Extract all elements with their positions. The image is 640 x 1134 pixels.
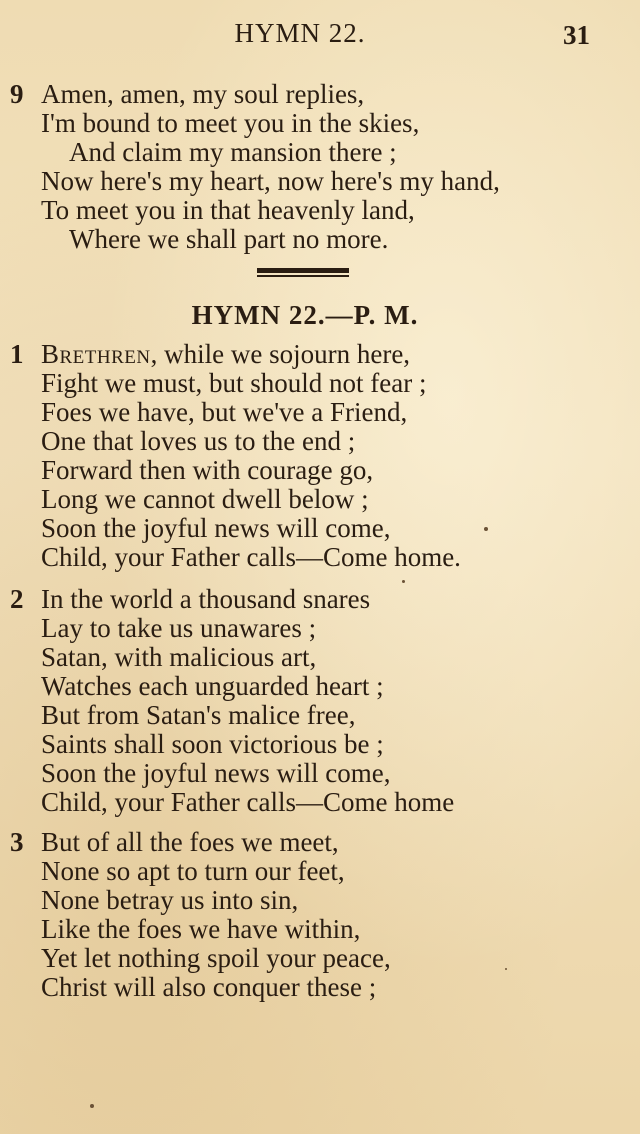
paper-speck — [505, 968, 507, 970]
verse-line: Soon the joyful news will come, — [41, 513, 391, 543]
verse-line: Where we shall part no more. — [69, 224, 389, 254]
verse-line: Saints shall soon victorious be ; — [41, 729, 384, 759]
first-line-rest: , while we sojourn here, — [150, 339, 411, 369]
running-title: HYMN 22. — [234, 18, 366, 48]
verse-line: Satan, with malicious art, — [41, 642, 317, 672]
stanza-number: 9 — [10, 79, 24, 109]
verse-line: Child, your Father calls—Come home — [41, 787, 455, 817]
verse-line: Fight we must, but should not fear ; — [41, 368, 427, 398]
verse-line: Long we cannot dwell below ; — [41, 484, 369, 514]
verse-line: I'm bound to meet you in the skies, — [41, 108, 420, 138]
verse-line — [41, 340, 410, 369]
verse-line: To meet you in that heavenly land, — [41, 195, 415, 225]
verse-line: Soon the joyful news will come, — [41, 758, 391, 788]
hymn-title: HYMN 22.—P. M. — [191, 300, 419, 330]
first-word-small-caps: Brethren — [41, 339, 151, 369]
verse-line: And claim my mansion there ; — [69, 137, 397, 167]
paper-speck — [402, 580, 405, 583]
verse-line: But from Satan's malice free, — [41, 700, 356, 730]
verse-line: Yet let nothing spoil your peace, — [41, 943, 391, 973]
stanza-number: 1 — [10, 339, 24, 369]
verse-line: Lay to take us unawares ; — [41, 613, 317, 643]
verse-line: Foes we have, but we've a Friend, — [41, 397, 408, 427]
verse-line: Like the foes we have within, — [41, 914, 361, 944]
section-divider-rule — [257, 268, 349, 278]
paper-speck — [484, 527, 488, 531]
verse-line: None so apt to turn our feet, — [41, 856, 345, 886]
verse-line: Watches each unguarded heart ; — [41, 671, 384, 701]
stanza-number: 2 — [10, 584, 24, 614]
verse-line: Christ will also conquer these ; — [41, 972, 377, 1002]
verse-line: Now here's my heart, now here's my hand, — [41, 166, 500, 196]
verse-line: None betray us into sin, — [41, 885, 299, 915]
verse-line: In the world a thousand snares — [41, 584, 371, 614]
verse-line: Amen, amen, my soul replies, — [41, 79, 365, 109]
running-head — [0, 18, 640, 54]
verse-line: Child, your Father calls—Come home. — [41, 542, 461, 572]
paper-speck — [90, 1104, 94, 1108]
page-number: 31 — [563, 20, 590, 50]
verse-line: One that loves us to the end ; — [41, 426, 356, 456]
verse-line: But of all the foes we meet, — [41, 827, 339, 857]
stanza-number: 3 — [10, 827, 24, 857]
verse-line: Forward then with courage go, — [41, 455, 374, 485]
